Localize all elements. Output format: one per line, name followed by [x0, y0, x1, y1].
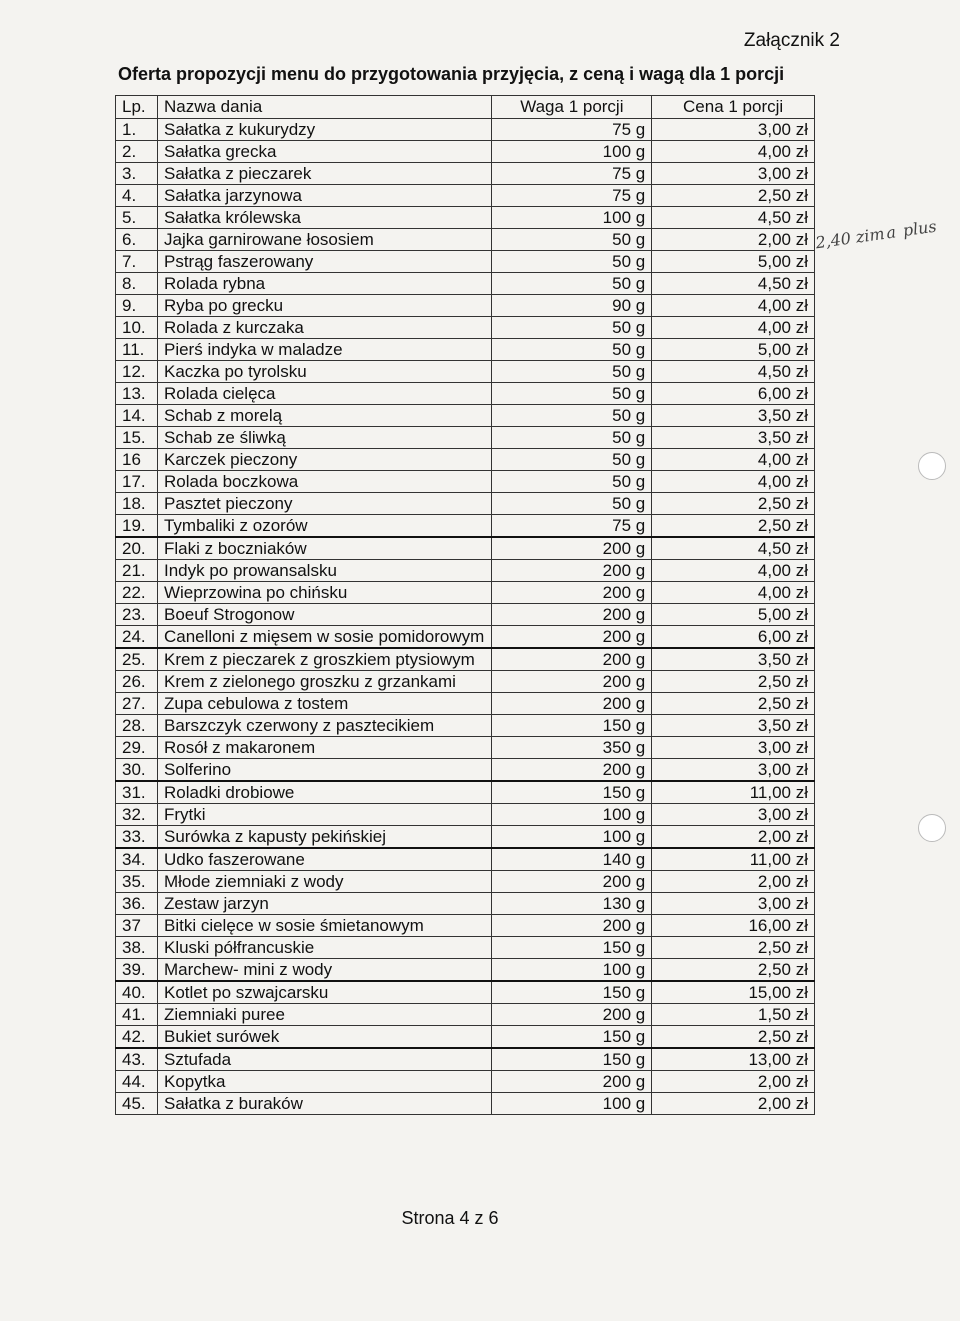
cell-dish-name: Tymbaliki z ozorów [157, 515, 491, 538]
cell-price: 2,00 zł [652, 826, 815, 849]
cell-dish-name: Sałatka z pieczarek [157, 163, 491, 185]
punch-hole [918, 452, 946, 480]
cell-dish-name: Karczek pieczony [157, 449, 491, 471]
cell-weight: 50 g [492, 361, 652, 383]
cell-price: 2,50 zł [652, 937, 815, 959]
cell-price: 3,50 zł [652, 405, 815, 427]
cell-dish-name: Młode ziemniaki z wody [157, 871, 491, 893]
cell-weight: 50 g [492, 251, 652, 273]
cell-dish-name: Zupa cebulowa z tostem [157, 693, 491, 715]
table-row [116, 339, 815, 361]
cell-weight: 200 g [492, 537, 652, 560]
cell-lp: 33. [116, 826, 158, 849]
table-row [116, 648, 815, 671]
cell-dish-name: Flaki z boczniaków [157, 537, 491, 560]
cell-weight: 90 g [492, 295, 652, 317]
table-row [116, 251, 815, 273]
cell-lp: 5. [116, 207, 158, 229]
cell-price: 2,50 zł [652, 493, 815, 515]
cell-weight: 150 g [492, 937, 652, 959]
table-row [116, 871, 815, 893]
cell-lp: 22. [116, 582, 158, 604]
cell-dish-name: Pstrąg faszerowany [157, 251, 491, 273]
cell-weight: 350 g [492, 737, 652, 759]
cell-price: 2,50 zł [652, 185, 815, 207]
cell-weight: 100 g [492, 1093, 652, 1115]
cell-weight: 100 g [492, 804, 652, 826]
table-row [116, 1026, 815, 1049]
table-row [116, 537, 815, 560]
cell-lp: 36. [116, 893, 158, 915]
cell-weight: 150 g [492, 981, 652, 1004]
table-row [116, 141, 815, 163]
cell-price: 4,50 zł [652, 207, 815, 229]
cell-dish-name: Canelloni z mięsem w sosie pomidorowym [157, 626, 491, 649]
cell-lp: 25. [116, 648, 158, 671]
cell-price: 2,00 zł [652, 1071, 815, 1093]
cell-lp: 30. [116, 759, 158, 782]
cell-lp: 12. [116, 361, 158, 383]
table-row [116, 715, 815, 737]
cell-price: 3,50 zł [652, 648, 815, 671]
cell-weight: 200 g [492, 759, 652, 782]
cell-weight: 50 g [492, 383, 652, 405]
cell-price: 4,50 zł [652, 361, 815, 383]
table-row [116, 604, 815, 626]
document-title: Oferta propozycji menu do przygotowania przyjęcia, z ceną i wagą dla 1 porcji [118, 64, 785, 84]
cell-lp: 6. [116, 229, 158, 251]
table-row [116, 959, 815, 982]
cell-weight: 140 g [492, 848, 652, 871]
cell-price: 2,50 zł [652, 515, 815, 538]
cell-price: 4,00 zł [652, 317, 815, 339]
menu-table [115, 95, 815, 1115]
cell-dish-name: Surówka z kapusty pekińskiej [157, 826, 491, 849]
cell-price: 1,50 zł [652, 1004, 815, 1026]
cell-lp: 27. [116, 693, 158, 715]
table-row [116, 582, 815, 604]
cell-dish-name: Sztufada [157, 1048, 491, 1071]
cell-weight: 200 g [492, 648, 652, 671]
cell-dish-name: Solferino [157, 759, 491, 782]
cell-weight: 50 g [492, 339, 652, 361]
cell-weight: 200 g [492, 871, 652, 893]
cell-lp: 38. [116, 937, 158, 959]
cell-lp: 14. [116, 405, 158, 427]
cell-dish-name: Krem z zielonego groszku z grzankami [157, 671, 491, 693]
cell-dish-name: Kopytka [157, 1071, 491, 1093]
table-row [116, 1071, 815, 1093]
cell-price: 5,00 zł [652, 339, 815, 361]
cell-lp: 34. [116, 848, 158, 871]
cell-lp: 4. [116, 185, 158, 207]
cell-lp: 16 [116, 449, 158, 471]
cell-price: 4,00 zł [652, 560, 815, 582]
cell-weight: 50 g [492, 449, 652, 471]
cell-weight: 200 g [492, 626, 652, 649]
cell-dish-name: Boeuf Strogonow [157, 604, 491, 626]
cell-price: 5,00 zł [652, 251, 815, 273]
table-row [116, 185, 815, 207]
cell-dish-name: Roladki drobiowe [157, 781, 491, 804]
table-row [116, 207, 815, 229]
table-row [116, 1004, 815, 1026]
cell-lp: 37 [116, 915, 158, 937]
cell-dish-name: Marchew- mini z wody [157, 959, 491, 982]
punch-hole [918, 814, 946, 842]
header-weight: Waga 1 porcji [492, 96, 652, 119]
table-row [116, 405, 815, 427]
cell-weight: 200 g [492, 582, 652, 604]
cell-price: 11,00 zł [652, 848, 815, 871]
cell-weight: 75 g [492, 163, 652, 185]
table-row [116, 804, 815, 826]
cell-price: 15,00 zł [652, 981, 815, 1004]
cell-dish-name: Krem z pieczarek z groszkiem ptysiowym [157, 648, 491, 671]
cell-price: 2,50 zł [652, 693, 815, 715]
cell-weight: 75 g [492, 515, 652, 538]
cell-dish-name: Kluski półfrancuskie [157, 937, 491, 959]
cell-lp: 9. [116, 295, 158, 317]
cell-lp: 10. [116, 317, 158, 339]
cell-lp: 3. [116, 163, 158, 185]
table-row [116, 493, 815, 515]
table-row [116, 119, 815, 141]
cell-lp: 19. [116, 515, 158, 538]
cell-dish-name: Bukiet surówek [157, 1026, 491, 1049]
table-row [116, 229, 815, 251]
cell-weight: 50 g [492, 405, 652, 427]
cell-weight: 150 g [492, 781, 652, 804]
table-row [116, 1093, 815, 1115]
cell-lp: 20. [116, 537, 158, 560]
table-row [116, 893, 815, 915]
cell-dish-name: Frytki [157, 804, 491, 826]
table-row [116, 471, 815, 493]
table-row [116, 826, 815, 849]
cell-lp: 41. [116, 1004, 158, 1026]
table-row [116, 1048, 815, 1071]
cell-dish-name: Rolada boczkowa [157, 471, 491, 493]
cell-price: 2,00 zł [652, 871, 815, 893]
cell-lp: 18. [116, 493, 158, 515]
header-lp: Lp. [116, 96, 158, 119]
cell-dish-name: Sałatka grecka [157, 141, 491, 163]
cell-price: 2,50 zł [652, 671, 815, 693]
cell-weight: 200 g [492, 671, 652, 693]
cell-weight: 100 g [492, 959, 652, 982]
cell-dish-name: Indyk po prowansalsku [157, 560, 491, 582]
cell-price: 3,00 zł [652, 737, 815, 759]
cell-lp: 35. [116, 871, 158, 893]
table-row [116, 759, 815, 782]
cell-price: 4,00 zł [652, 449, 815, 471]
cell-weight: 200 g [492, 560, 652, 582]
table-row [116, 737, 815, 759]
cell-dish-name: Bitki cielęce w sosie śmietanowym [157, 915, 491, 937]
table-row [116, 383, 815, 405]
table-row [116, 515, 815, 538]
table-row [116, 361, 815, 383]
cell-price: 3,00 zł [652, 804, 815, 826]
table-row [116, 781, 815, 804]
cell-dish-name: Rolada z kurczaka [157, 317, 491, 339]
handwritten-note: 2,40 zima plus [814, 216, 938, 253]
cell-dish-name: Rolada cielęca [157, 383, 491, 405]
cell-weight: 200 g [492, 915, 652, 937]
cell-dish-name: Sałatka jarzynowa [157, 185, 491, 207]
cell-dish-name: Pasztet pieczony [157, 493, 491, 515]
cell-price: 5,00 zł [652, 604, 815, 626]
cell-price: 4,50 zł [652, 537, 815, 560]
cell-weight: 200 g [492, 693, 652, 715]
cell-price: 2,00 zł [652, 1093, 815, 1115]
cell-price: 3,00 zł [652, 759, 815, 782]
table-row [116, 937, 815, 959]
cell-price: 11,00 zł [652, 781, 815, 804]
table-header-row [116, 96, 815, 119]
cell-price: 3,00 zł [652, 119, 815, 141]
cell-weight: 50 g [492, 273, 652, 295]
cell-dish-name: Sałatka królewska [157, 207, 491, 229]
cell-price: 3,50 zł [652, 715, 815, 737]
cell-lp: 26. [116, 671, 158, 693]
table-row [116, 915, 815, 937]
cell-weight: 75 g [492, 119, 652, 141]
cell-price: 3,00 zł [652, 163, 815, 185]
cell-lp: 15. [116, 427, 158, 449]
cell-lp: 7. [116, 251, 158, 273]
cell-lp: 24. [116, 626, 158, 649]
cell-price: 4,50 zł [652, 273, 815, 295]
cell-dish-name: Zestaw jarzyn [157, 893, 491, 915]
cell-dish-name: Ryba po grecku [157, 295, 491, 317]
table-row [116, 295, 815, 317]
cell-weight: 50 g [492, 427, 652, 449]
cell-lp: 2. [116, 141, 158, 163]
table-row [116, 560, 815, 582]
cell-lp: 29. [116, 737, 158, 759]
cell-weight: 200 g [492, 1004, 652, 1026]
cell-dish-name: Barszczyk czerwony z pasztecikiem [157, 715, 491, 737]
cell-price: 4,00 zł [652, 295, 815, 317]
cell-dish-name: Ziemniaki puree [157, 1004, 491, 1026]
cell-dish-name: Kaczka po tyrolsku [157, 361, 491, 383]
cell-price: 16,00 zł [652, 915, 815, 937]
table-row [116, 163, 815, 185]
cell-lp: 40. [116, 981, 158, 1004]
cell-weight: 150 g [492, 1048, 652, 1071]
cell-lp: 45. [116, 1093, 158, 1115]
cell-lp: 44. [116, 1071, 158, 1093]
cell-lp: 43. [116, 1048, 158, 1071]
cell-weight: 50 g [492, 229, 652, 251]
cell-price: 6,00 zł [652, 383, 815, 405]
table-body [116, 119, 815, 1115]
cell-weight: 150 g [492, 715, 652, 737]
table-row [116, 427, 815, 449]
cell-weight: 200 g [492, 1071, 652, 1093]
cell-price: 3,50 zł [652, 427, 815, 449]
cell-lp: 11. [116, 339, 158, 361]
table-row [116, 317, 815, 339]
table-row [116, 273, 815, 295]
cell-weight: 50 g [492, 471, 652, 493]
cell-dish-name: Pierś indyka w maladze [157, 339, 491, 361]
cell-weight: 100 g [492, 826, 652, 849]
cell-dish-name: Schab ze śliwką [157, 427, 491, 449]
cell-dish-name: Rolada rybna [157, 273, 491, 295]
cell-weight: 100 g [492, 141, 652, 163]
cell-weight: 50 g [492, 493, 652, 515]
cell-weight: 130 g [492, 893, 652, 915]
table-row [116, 981, 815, 1004]
cell-price: 2,50 zł [652, 1026, 815, 1049]
cell-lp: 28. [116, 715, 158, 737]
cell-lp: 23. [116, 604, 158, 626]
cell-lp: 21. [116, 560, 158, 582]
cell-weight: 100 g [492, 207, 652, 229]
cell-weight: 150 g [492, 1026, 652, 1049]
table-row [116, 626, 815, 649]
attachment-label: Załącznik 2 [743, 30, 840, 51]
cell-lp: 17. [116, 471, 158, 493]
header-price: Cena 1 porcji [652, 96, 815, 119]
cell-lp: 39. [116, 959, 158, 982]
cell-dish-name: Jajka garnirowane łososiem [157, 229, 491, 251]
cell-lp: 1. [116, 119, 158, 141]
cell-price: 4,00 zł [652, 141, 815, 163]
cell-dish-name: Wieprzowina po chińsku [157, 582, 491, 604]
cell-lp: 32. [116, 804, 158, 826]
cell-price: 4,00 zł [652, 582, 815, 604]
cell-price: 2,00 zł [652, 229, 815, 251]
page-number: Strona 4 z 6 [401, 1208, 499, 1228]
cell-weight: 50 g [492, 317, 652, 339]
cell-weight: 200 g [492, 604, 652, 626]
cell-lp: 42. [116, 1026, 158, 1049]
cell-price: 6,00 zł [652, 626, 815, 649]
cell-lp: 13. [116, 383, 158, 405]
header-name: Nazwa dania [157, 96, 491, 119]
cell-lp: 31. [116, 781, 158, 804]
cell-dish-name: Sałatka z kukurydzy [157, 119, 491, 141]
cell-dish-name: Schab z morelą [157, 405, 491, 427]
cell-lp: 8. [116, 273, 158, 295]
cell-dish-name: Sałatka z buraków [157, 1093, 491, 1115]
table-row [116, 848, 815, 871]
cell-dish-name: Kotlet po szwajcarsku [157, 981, 491, 1004]
table-row [116, 693, 815, 715]
cell-weight: 75 g [492, 185, 652, 207]
cell-price: 4,00 zł [652, 471, 815, 493]
cell-price: 13,00 zł [652, 1048, 815, 1071]
cell-price: 3,00 zł [652, 893, 815, 915]
table-row [116, 671, 815, 693]
cell-dish-name: Udko faszerowane [157, 848, 491, 871]
cell-dish-name: Rosół z makaronem [157, 737, 491, 759]
cell-price: 2,50 zł [652, 959, 815, 982]
table-row [116, 449, 815, 471]
